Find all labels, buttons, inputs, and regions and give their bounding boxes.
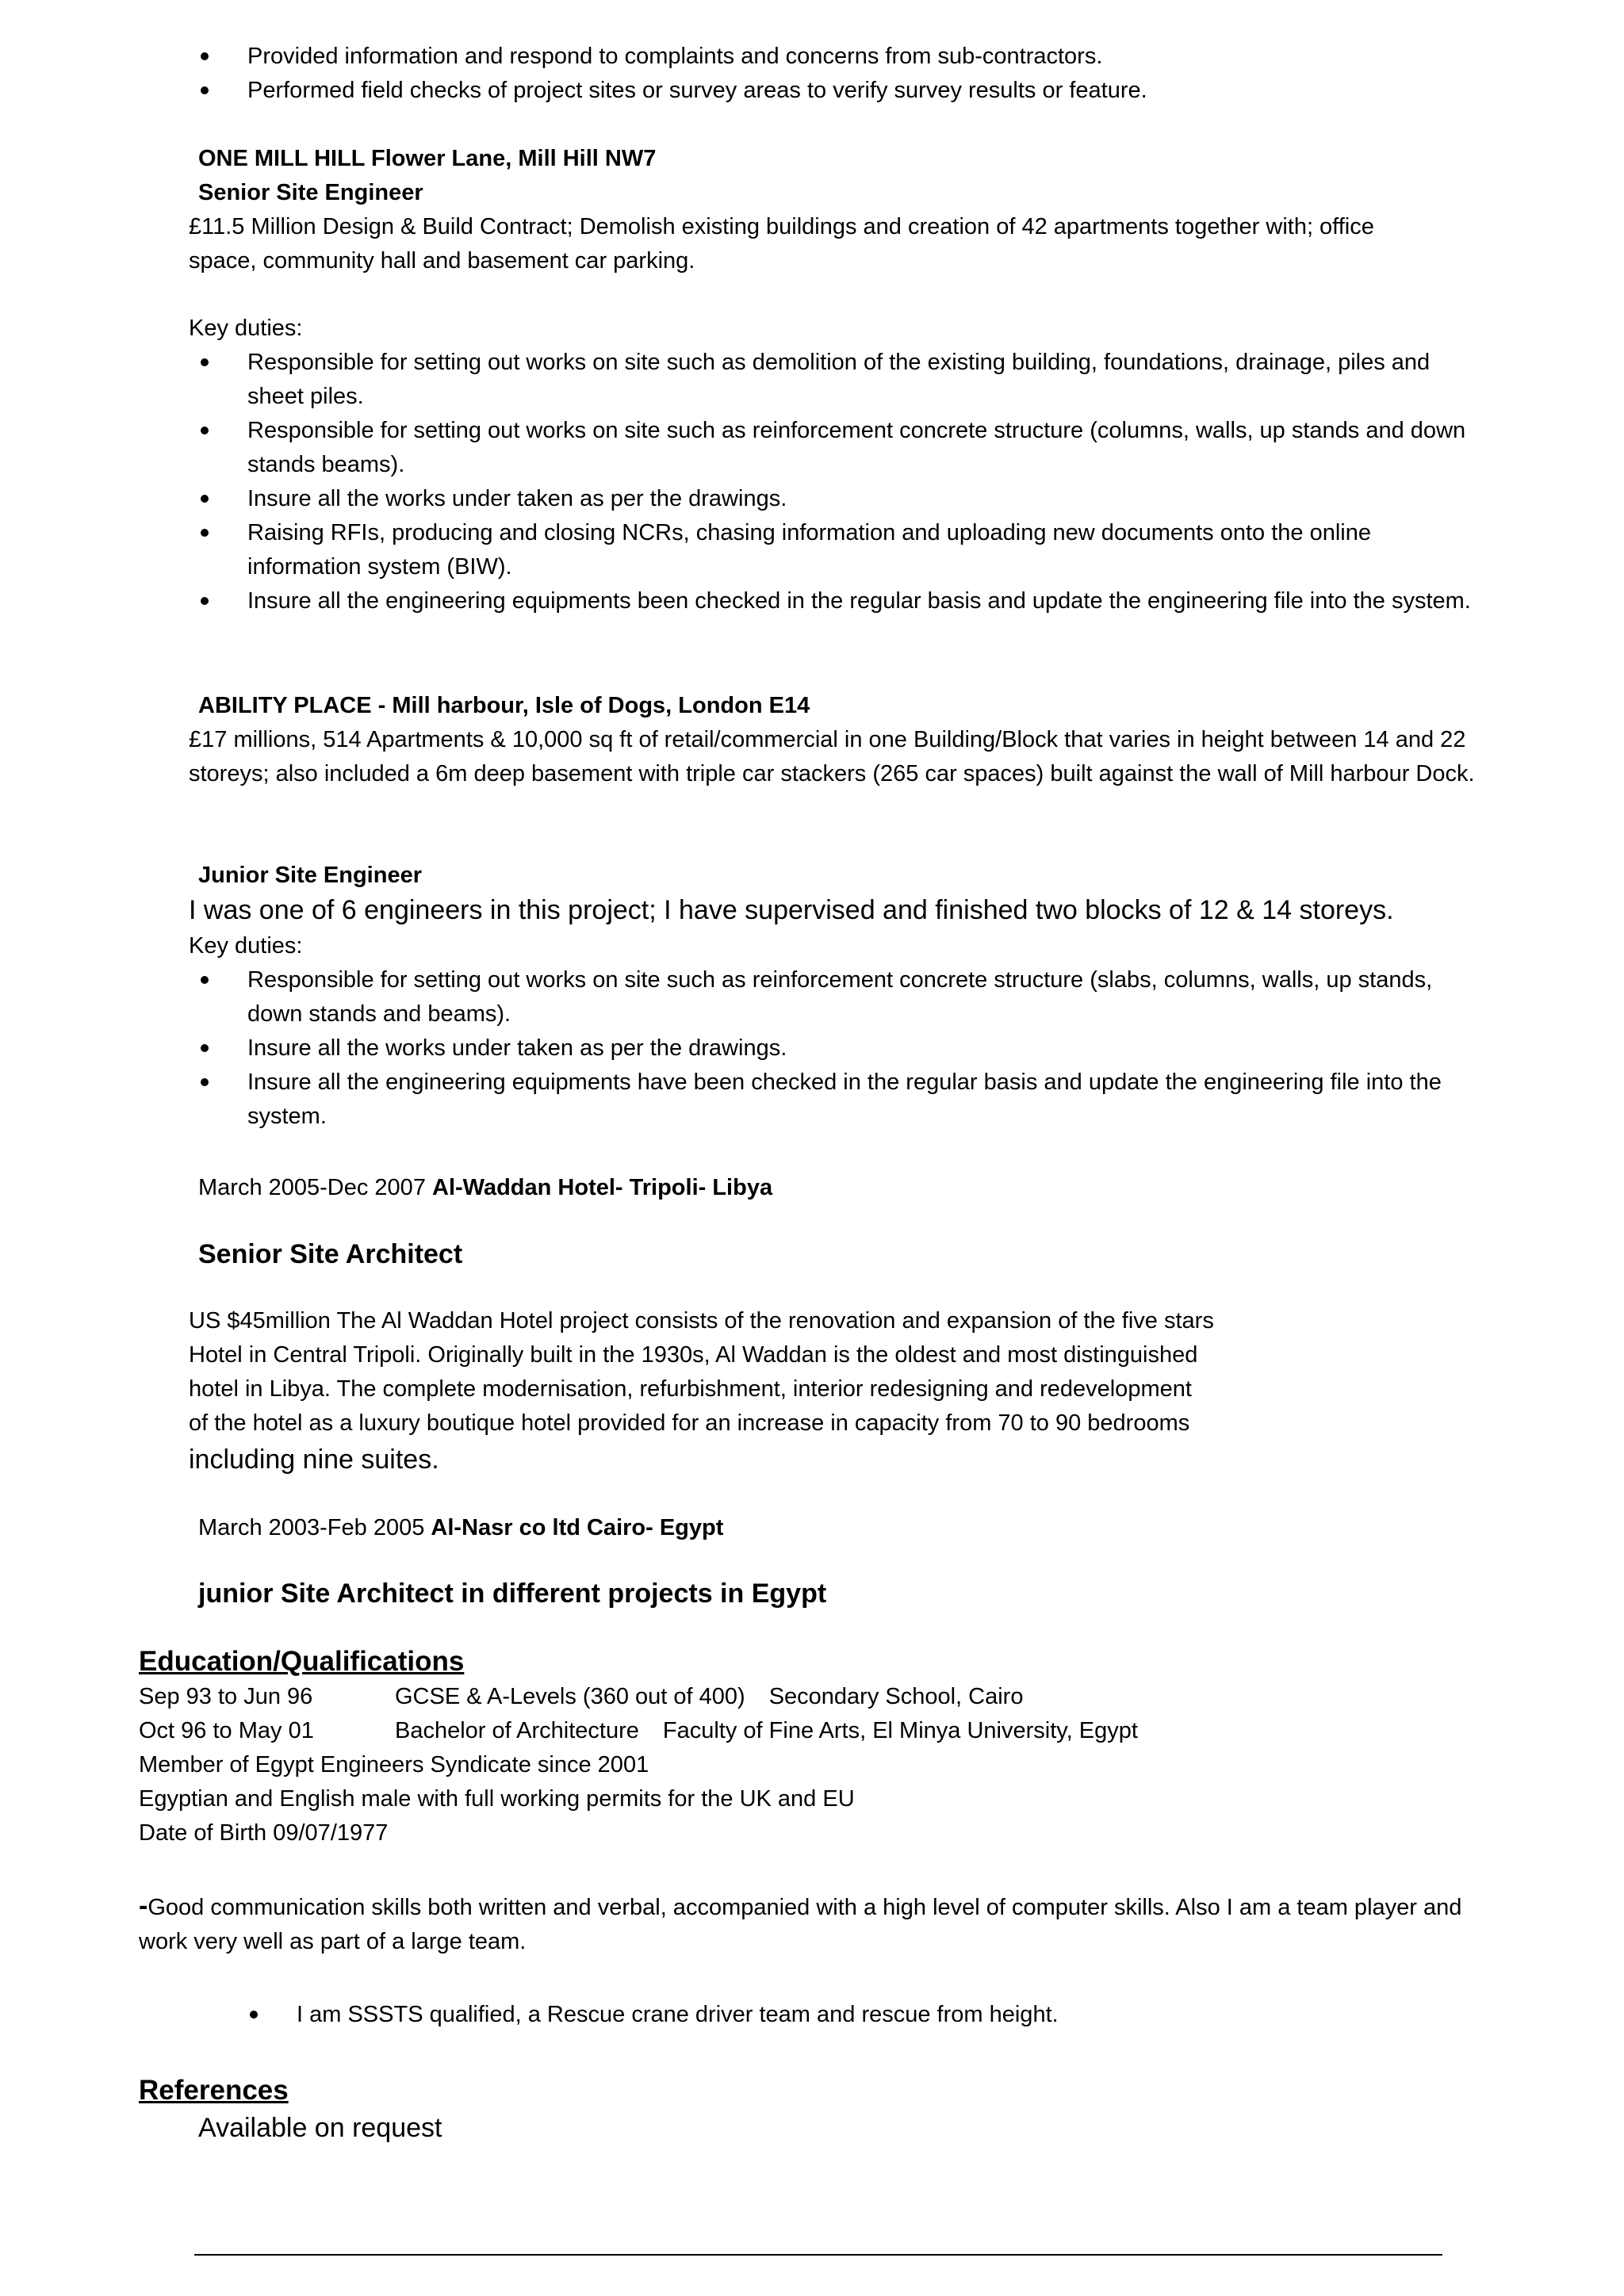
- project-summary-ability-place: I was one of 6 engineers in this project; I have supervised and finished two blocks of 12 & 14 storeys.: [189, 895, 1394, 925]
- employment-line-nasr: [198, 1511, 723, 1545]
- desc-line: hotel in Libya. The complete modernisation, refurbishment, interior redesigning and redevelopment: [189, 1376, 1192, 1402]
- list-item: Provided information and respond to complaints and concerns from sub-contractors.: [190, 40, 1491, 74]
- employment-dates: March 2005-Dec 2007: [198, 1175, 432, 1200]
- employment-dates: March 2003-Feb 2005: [198, 1515, 431, 1540]
- list-item: I am SSSTS qualified, a Rescue crane driver team and rescue from height.: [239, 1998, 1429, 2032]
- edu-institution: Faculty of Fine Arts, El Minya University, Egypt: [662, 1718, 1138, 1743]
- list-item: Performed field checks of project sites or survey areas to verify survey results or feature.: [190, 74, 1491, 108]
- key-duties-label: Key duties:: [189, 316, 303, 341]
- edu-line: Date of Birth 09/07/1977: [139, 1820, 389, 1846]
- education-row: [139, 1680, 1487, 1714]
- list-item: Responsible for setting out works on site such as demolition of the existing building, foundations, drainage, piles and sheet piles.: [190, 346, 1491, 414]
- skills-dash: -: [139, 1891, 148, 1921]
- edu-institution: Secondary School, Cairo: [768, 1684, 1024, 1709]
- employment-line-waddan: [198, 1171, 772, 1205]
- project-title-ability-place: ABILITY PLACE - Mill harbour, Isle of Dogs, London E14: [198, 693, 810, 718]
- edu-line: Egyptian and English male with full working permits for the UK and EU: [139, 1786, 855, 1812]
- project-title-mill-hill: ONE MILL HILL Flower Lane, Mill Hill NW7: [198, 146, 657, 171]
- project-desc-mill-hill: £11.5 Million Design & Build Contract; Demolish existing buildings and creation of 42 apartments together with; office space, community hall and basement car parking.: [189, 214, 1374, 274]
- role-title-waddan: Senior Site Architect: [198, 1239, 463, 1269]
- employer-name: Al-Nasr co ltd Cairo- Egypt: [431, 1515, 724, 1540]
- top-bullet-list: [190, 40, 1491, 108]
- education-rows: [139, 1680, 1487, 1850]
- duties-list-ability-place: [190, 963, 1491, 1134]
- list-item: Responsible for setting out works on site such as reinforcement concrete structure (slabs, columns, walls, up stands, down stands and beams).: [190, 963, 1491, 1031]
- desc-line: US $45million The Al Waddan Hotel project consists of the renovation and expansion of the five stars: [189, 1308, 1214, 1334]
- list-item: Insure all the engineering equipments been checked in the regular basis and update the engineering file into the system.: [190, 584, 1491, 618]
- desc-line: of the hotel as a luxury boutique hotel provided for an increase in capacity from 70 to 90 bedrooms: [189, 1410, 1190, 1436]
- education-row: [139, 1714, 1487, 1748]
- edu-period: Sep 93 to Jun 96: [139, 1684, 313, 1709]
- list-item: Responsible for setting out works on site such as reinforcement concrete structure (columns, walls, up stands and down stands beams).: [190, 414, 1491, 482]
- references-text: Available on request: [198, 2113, 442, 2143]
- list-item: Raising RFIs, producing and closing NCRs, chasing information and uploading new documents onto the online information system (BIW).: [190, 516, 1491, 584]
- key-duties-label: Key duties:: [189, 933, 303, 959]
- desc-line: Hotel in Central Tripoli. Originally built in the 1930s, Al Waddan is the oldest and most distinguished: [189, 1342, 1198, 1368]
- role-title-nasr: junior Site Architect in different projects in Egypt: [198, 1578, 827, 1609]
- list-item: Insure all the works under taken as per the drawings.: [190, 1031, 1491, 1066]
- edu-line: Member of Egypt Engineers Syndicate since 2001: [139, 1752, 649, 1777]
- footer-divider: [194, 2254, 1442, 2256]
- role-title-ability-place: Junior Site Engineer: [198, 863, 422, 888]
- skills-text: Good communication skills both written and verbal, accompanied with a high level of computer skills. Also I am a team player and work very well as part of a large team.: [139, 1895, 1462, 1954]
- education-heading: Education/Qualifications: [139, 1646, 465, 1677]
- list-item: Insure all the works under taken as per the drawings.: [190, 482, 1491, 516]
- edu-period: Oct 96 to May 01: [139, 1718, 314, 1743]
- references-heading: References: [139, 2075, 289, 2106]
- skills-paragraph: [139, 1889, 1503, 1959]
- employer-name: Al-Waddan Hotel- Tripoli- Libya: [432, 1175, 773, 1200]
- edu-qualification: GCSE & A-Levels (360 out of 400): [395, 1684, 745, 1709]
- edu-qualification: Bachelor of Architecture: [395, 1718, 639, 1743]
- project-desc-ability-place: £17 millions, 514 Apartments & 10,000 sq ft of retail/commercial in one Building/Block that varies in height between 14 and 22 storeys; also included a 6m deep basement with triple car stackers (265 car spaces) built against the wall of Mill harbour Dock.: [189, 727, 1475, 786]
- desc-line: including nine suites.: [189, 1445, 439, 1475]
- role-title-mill-hill: Senior Site Engineer: [198, 180, 423, 205]
- duties-list-mill-hill: [190, 346, 1491, 618]
- skills-bullet-list: [239, 1998, 1429, 2032]
- project-desc-waddan: [189, 1304, 1537, 1479]
- list-item: Insure all the engineering equipments have been checked in the regular basis and update the engineering file into the system.: [190, 1066, 1491, 1134]
